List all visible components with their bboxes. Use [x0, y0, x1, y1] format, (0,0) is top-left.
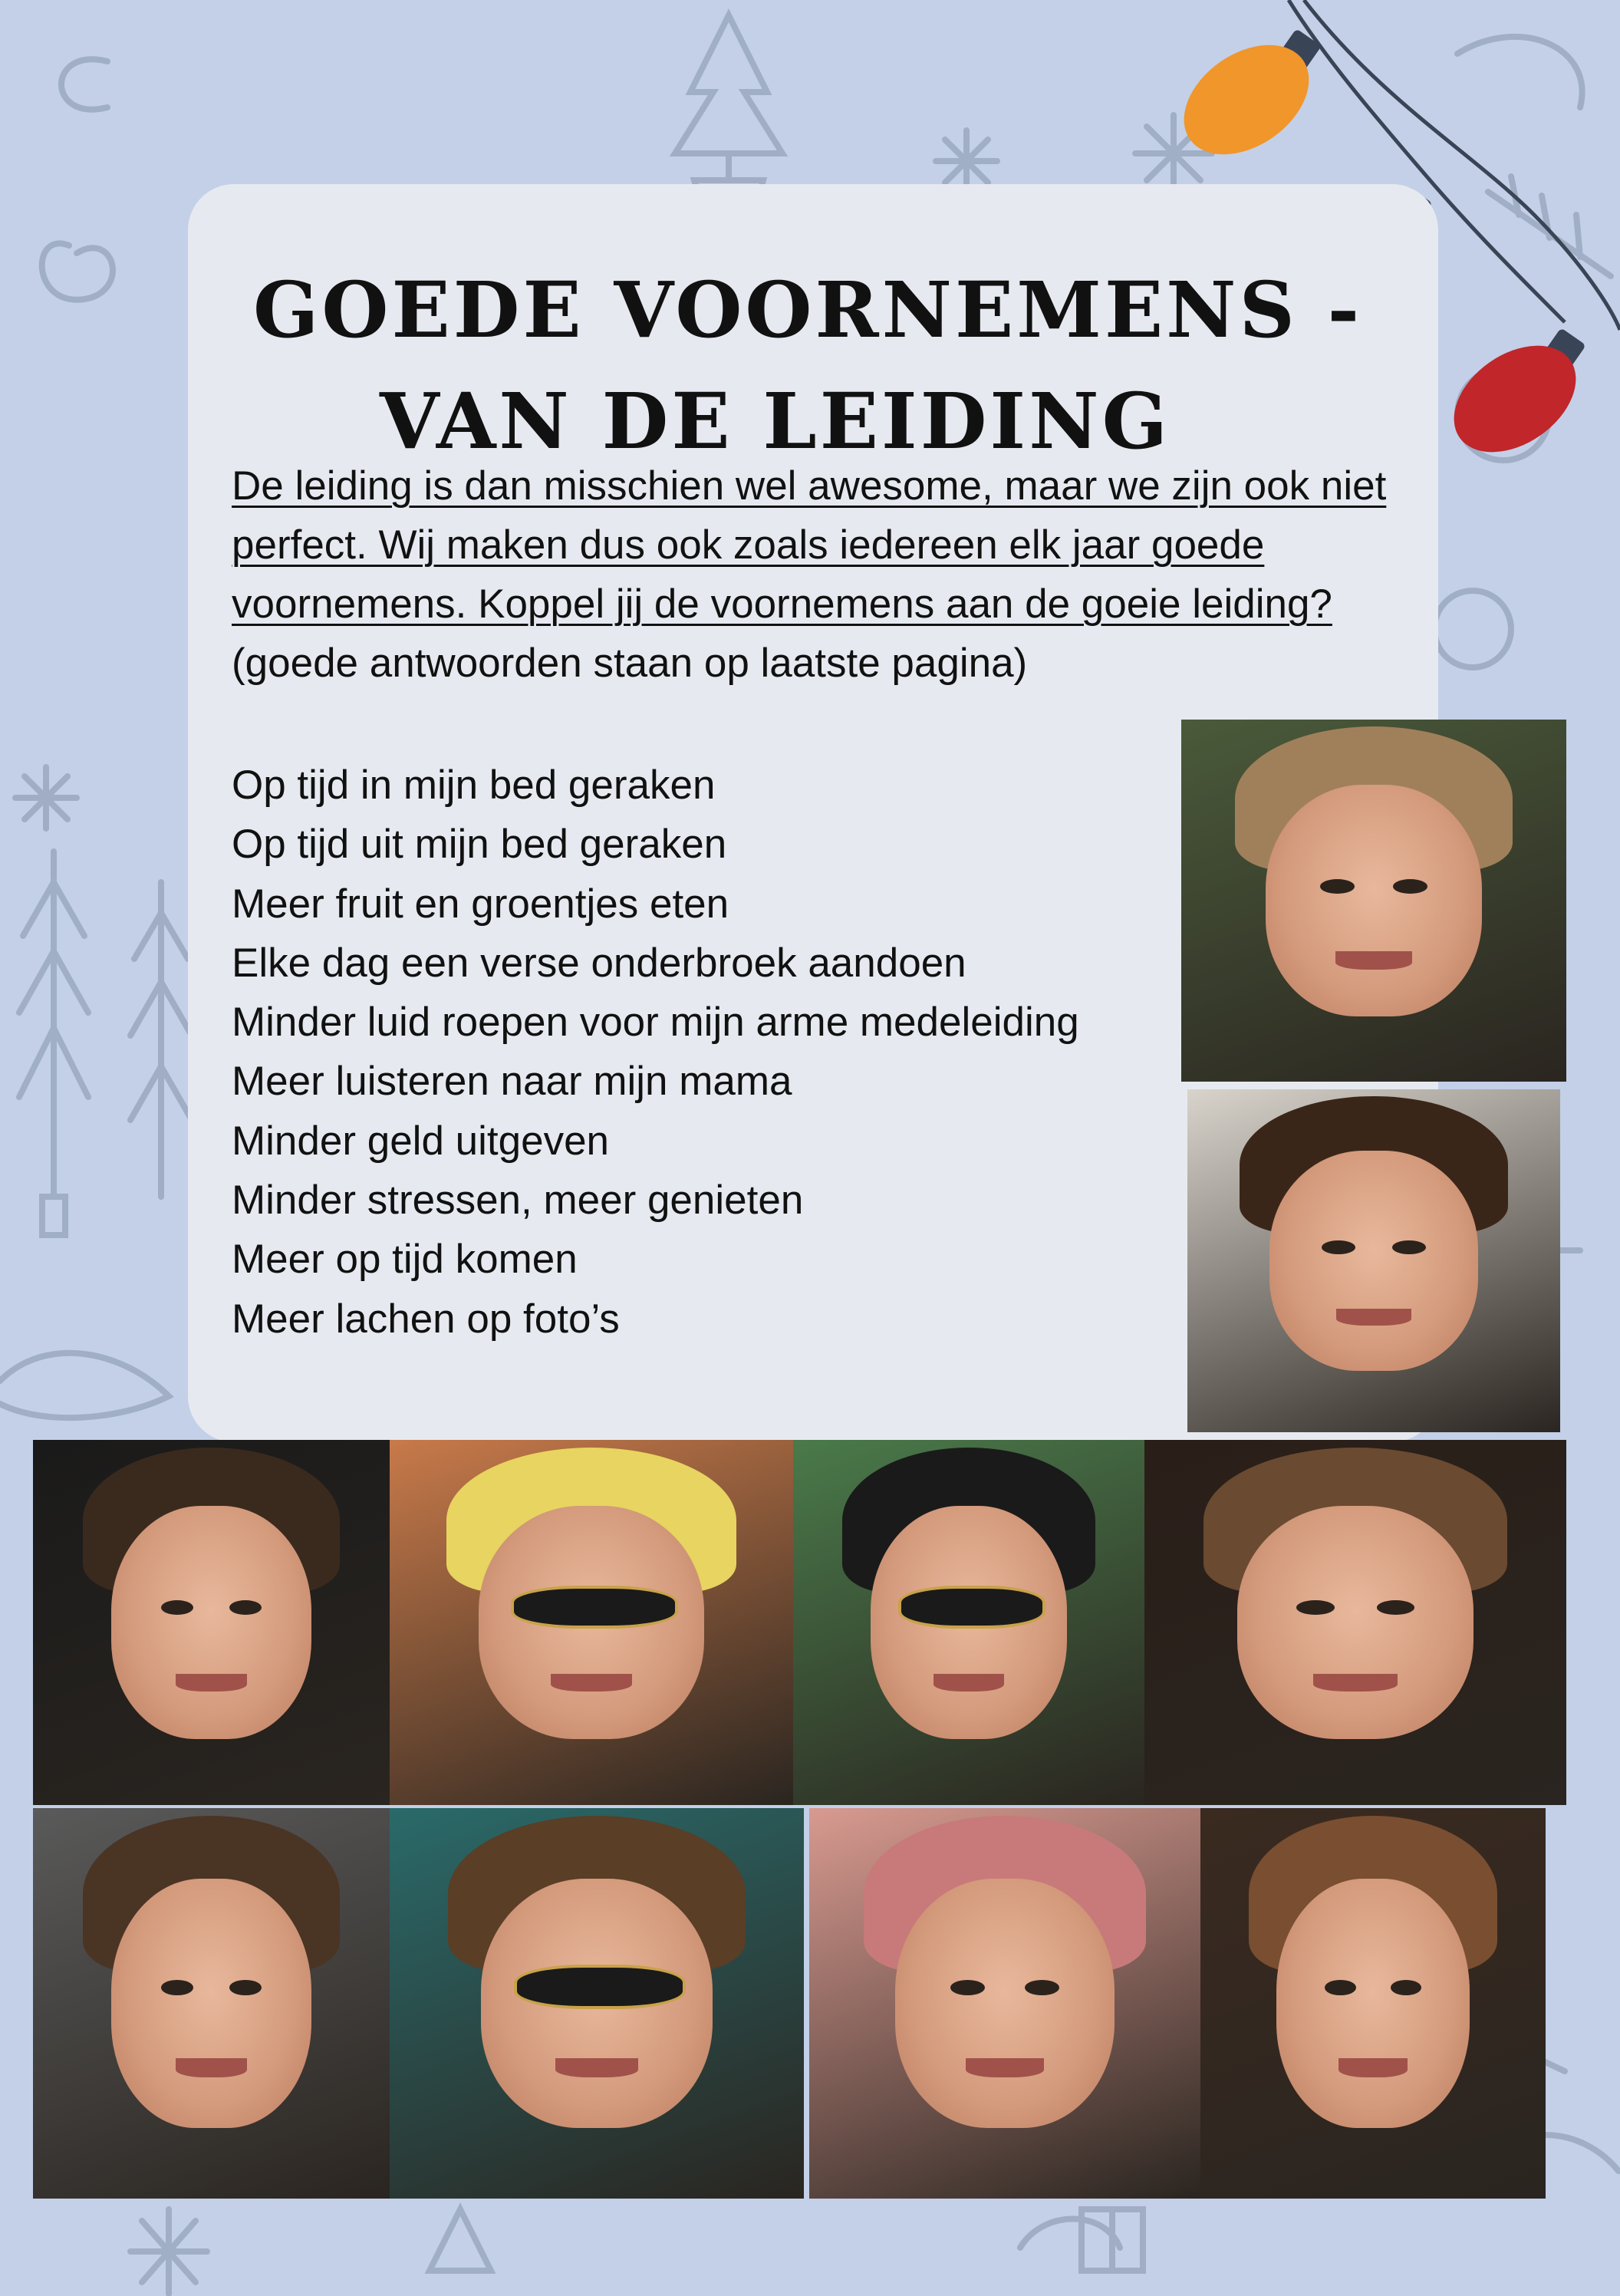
- ornament-icon: [1434, 591, 1511, 667]
- sunglasses-icon: [898, 1586, 1045, 1629]
- photo-mouth: [555, 2058, 638, 2077]
- leader-photo-2: [1187, 1089, 1560, 1432]
- pine-tree-icon: [19, 852, 88, 1235]
- page-title-line-2: VAN DE LEIDING: [380, 376, 1171, 466]
- intro-answer-note: (goede antwoorden staan op laatste pagina): [232, 641, 1028, 686]
- resolution-item: Meer op tijd komen: [232, 1237, 578, 1283]
- snowflake-icon: [936, 130, 997, 192]
- photo-mouth: [1313, 1674, 1398, 1692]
- christmas-tree-icon: [675, 15, 782, 180]
- photo-mouth: [1335, 951, 1412, 970]
- resolution-item: Meer luisteren naar mijn mama: [232, 1059, 792, 1105]
- photo-eye: [1325, 1980, 1356, 1995]
- snowflake-icon: [15, 767, 77, 828]
- photo-mouth: [551, 1674, 631, 1692]
- swirl-icon: [61, 59, 107, 109]
- leader-photo-4: [390, 1440, 793, 1805]
- resolution-item: Op tijd uit mijn bed geraken: [232, 822, 727, 868]
- leader-photo-7: [33, 1808, 390, 2199]
- resolutions-list: [232, 756, 1079, 1349]
- intro-paragraph: [232, 456, 1413, 693]
- resolution-item: Minder stressen, meer genieten: [232, 1178, 804, 1224]
- cat-icon: [1020, 2219, 1120, 2248]
- orange-bulb: [1170, 19, 1346, 157]
- snowflake-icon: [130, 2209, 207, 2294]
- bird-icon: [0, 1353, 169, 1418]
- photo-mouth: [176, 2058, 247, 2077]
- leader-photo-3: [33, 1440, 390, 1805]
- photo-face: [111, 1879, 311, 2129]
- resolution-item: Minder luid roepen voor mijn arme medeleiding: [232, 1000, 1079, 1046]
- intro-question: De leiding is dan misschien wel awesome, maar we zijn ook niet perfect. Wij maken dus ook zoals iedereen elk jaar goede voornemens. Koppel jij de voornemens aan de goeie leiding?: [232, 463, 1387, 627]
- leader-photo-5: [793, 1440, 1144, 1805]
- photo-eye: [1320, 879, 1355, 894]
- page-title-line-1: GOEDE VOORNEMENS -: [253, 265, 1363, 355]
- photo-face: [111, 1506, 311, 1740]
- pine-tree-icon: [130, 882, 192, 1197]
- leader-photo-6: [1144, 1440, 1566, 1805]
- photo-face: [895, 1879, 1115, 2129]
- photo-face: [1269, 1151, 1478, 1370]
- photo-mouth: [1338, 2058, 1408, 2077]
- tree-icon: [430, 2209, 491, 2271]
- photo-eye: [1322, 1240, 1355, 1254]
- photo-face: [1237, 1506, 1473, 1740]
- photo-mouth: [1336, 1309, 1411, 1326]
- photo-mouth: [933, 1674, 1004, 1692]
- swirl-icon: [42, 243, 113, 299]
- leader-photo-8: [390, 1808, 804, 2199]
- leader-photo-10: [1200, 1808, 1546, 2199]
- leader-photo-9: [809, 1808, 1200, 2199]
- sunglasses-icon: [514, 1965, 686, 2010]
- resolution-item: Meer fruit en groentjes eten: [232, 881, 729, 927]
- photo-mouth: [966, 2058, 1044, 2077]
- leader-photo-1: [1181, 720, 1566, 1082]
- photo-face: [1266, 785, 1481, 1016]
- photo-eye: [229, 1980, 262, 1995]
- resolution-item: Op tijd in mijn bed geraken: [232, 763, 716, 808]
- resolution-item: Elke dag een verse onderbroek aandoen: [232, 940, 966, 986]
- resolution-item: Meer lachen op foto’s: [232, 1296, 620, 1342]
- photo-eye: [1392, 1240, 1426, 1254]
- sunglasses-icon: [511, 1586, 678, 1629]
- resolution-item: Minder geld uitgeven: [232, 1118, 610, 1164]
- red-bulb: [1442, 322, 1611, 460]
- photo-eye: [1393, 879, 1427, 894]
- photo-face: [1276, 1879, 1470, 2129]
- photo-mouth: [176, 1674, 247, 1692]
